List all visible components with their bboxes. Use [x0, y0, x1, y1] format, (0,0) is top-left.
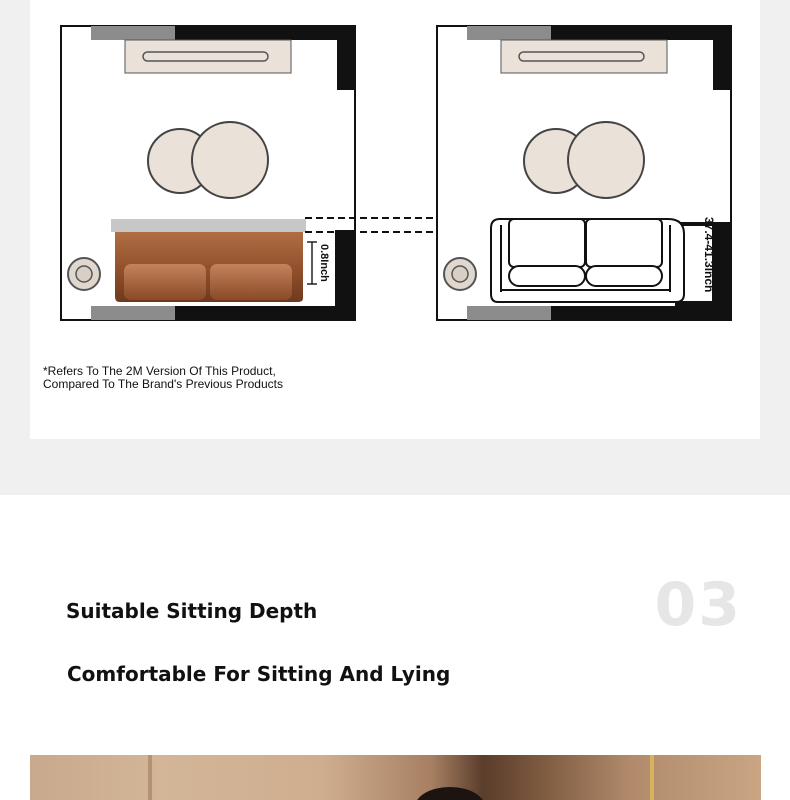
left-sofa-seat-cushion-1: [124, 264, 206, 300]
left-floor-plan: [61, 26, 355, 320]
left-wall-black-bottom: [175, 306, 355, 320]
left-sofa-back-bar: [111, 219, 306, 232]
right-floor-plan: [437, 26, 731, 320]
right-gap-label: 37.4-41.3Inch: [702, 217, 716, 293]
right-wall-black-top: [551, 26, 731, 40]
right-wall-black-bottom: [551, 306, 731, 320]
left-tv-console: [125, 40, 291, 73]
left-wall-grey-bottom: [91, 306, 175, 320]
left-sofa-seat-cushion-2: [210, 264, 292, 300]
footnote-line-2: Compared To The Brand's Previous Products: [43, 377, 283, 391]
product-footnote: [43, 365, 283, 391]
right-tv-console: [501, 40, 667, 73]
right-wall-grey-bottom: [467, 306, 551, 320]
left-coffee-table-large: [192, 122, 268, 198]
right-wall-black-right: [713, 26, 731, 90]
left-wall-black-top: [175, 26, 355, 40]
photo-wall-panel-line: [148, 755, 152, 800]
right-wall-grey-top: [467, 26, 551, 40]
left-wall-black-right-lower: [335, 230, 355, 306]
lifestyle-photo: [30, 755, 761, 800]
left-gap-label: 0.8Inch: [318, 244, 330, 282]
right-coffee-table-large: [568, 122, 644, 198]
headline-sitting-depth: Suitable Sitting Depth: [66, 599, 318, 623]
right-outline-sofa: [491, 219, 684, 302]
photo-lamp-pole: [650, 755, 654, 800]
right-floor-lamp-inner: [452, 266, 468, 282]
left-floor-lamp-inner: [76, 266, 92, 282]
footnote-line-1: *Refers To The 2M Version Of This Product,: [43, 364, 276, 378]
left-wall-black-right: [337, 26, 355, 90]
photo-dark-shape: [415, 787, 485, 800]
headline-sitting-lying: Comfortable For Sitting And Lying: [67, 662, 451, 686]
section-number: 03: [654, 570, 742, 640]
left-wall-grey-top: [91, 26, 175, 40]
